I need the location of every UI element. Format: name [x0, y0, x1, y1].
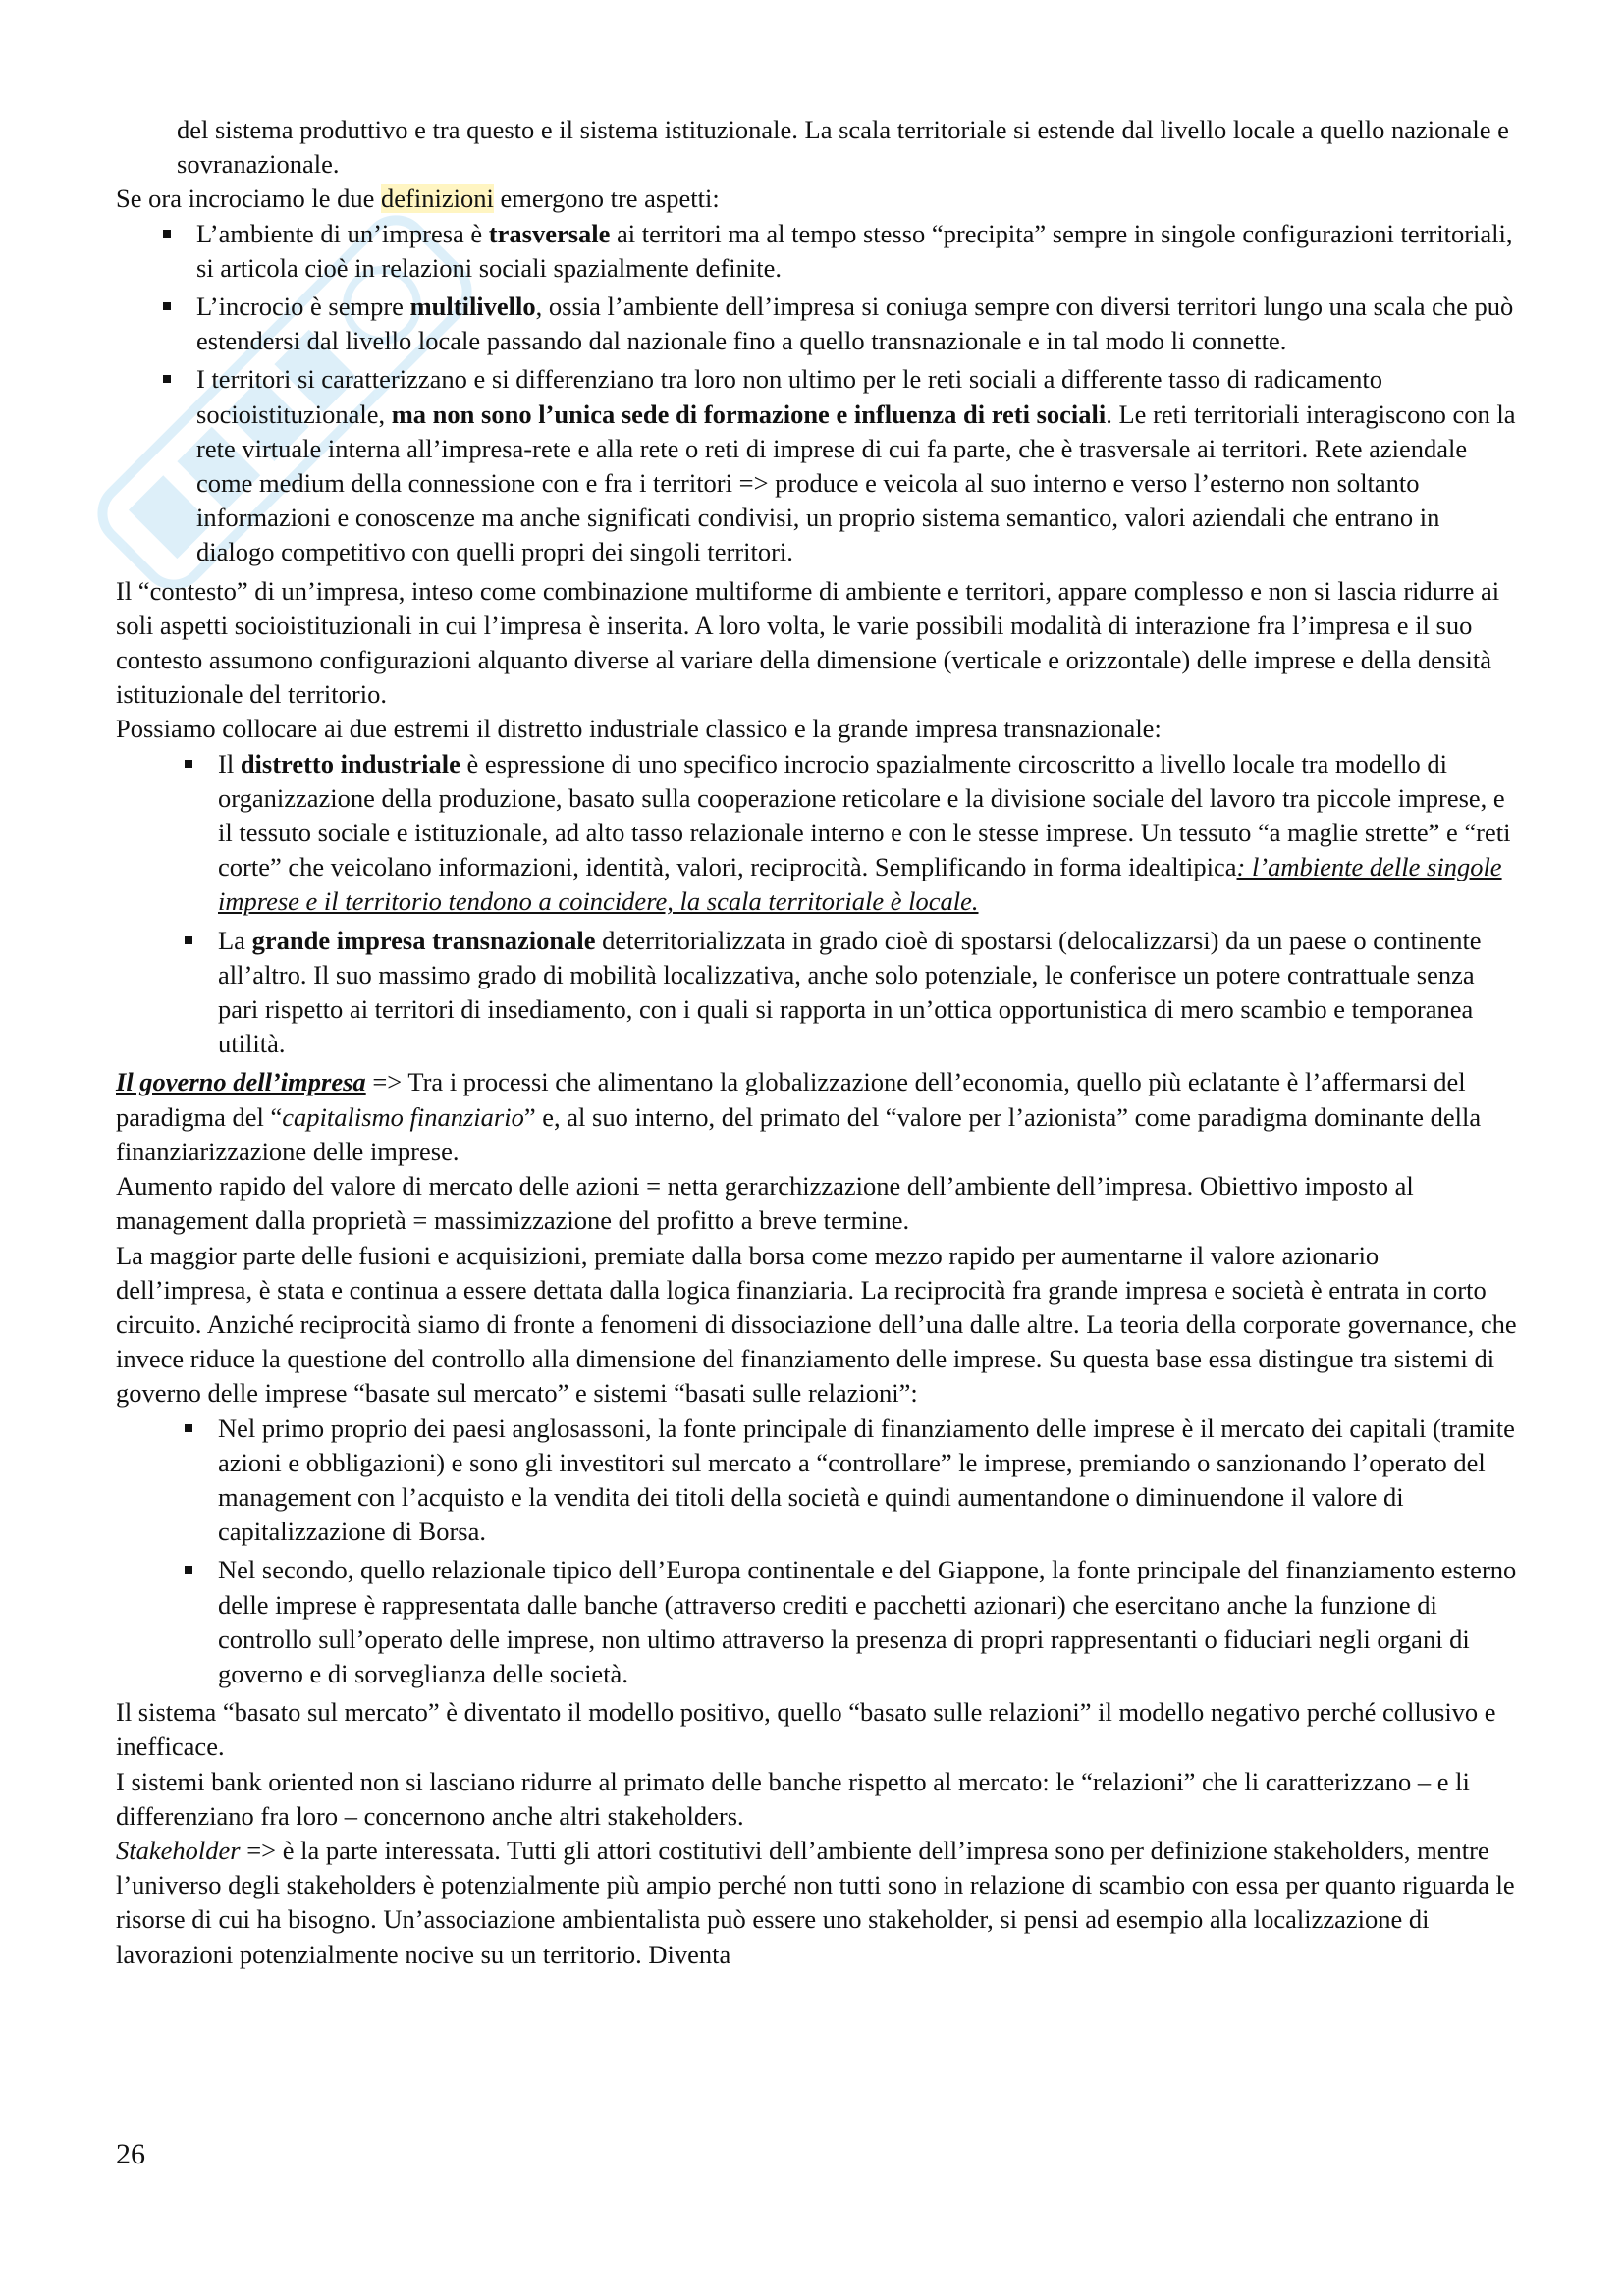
paragraph-stakeholder: Stakeholder => è la parte interessata. Tutti gli attori costitutivi dell’ambiente dell’impresa sono per definizione stakeholders, mentre l’universo degli stakeholders è potenzialmente più ampio perché non tutti sono in relazione di scambio con essa per quanto riguarda le risorse di cui ha bisogno. Un’associazione ambientalista può essere uno stakeholder, si pensi ad esempio alla localizzazione di lavorazioni potenzialmente nocive su un territorio. Diventa	[116, 1835, 1515, 1969]
section-heading: Il governo dell’impresa	[116, 1067, 366, 1097]
paragraph-estremi: Possiamo collocare ai due estremi il distretto industriale classico e la grande impresa transnazionale:	[116, 714, 1162, 744]
bold-term: ma non sono l’unica sede di formazione e influenza di reti sociali	[391, 399, 1107, 429]
bold-term: trasversale	[488, 218, 611, 248]
list-item: Nel primo proprio dei paesi anglosassoni, la fonte principale di finanziamento delle imprese è il mercato dei capitali (tramite azioni e obbligazioni) e sono gli investitori sul mercato a “controllare” le imprese, premiando o sanzionando l’operato del management con l’acquisto e la vendita dei titoli della società e quindi aumentandone o diminuendone il valore di capitalizzazione di Borsa.	[177, 1412, 1518, 1550]
paragraph-continuation: del sistema produttivo e tra questo e il sistema istituzionale. La scala territoriale si estende dal livello locale a quello nazionale e sovranazionale.	[177, 115, 1509, 180]
list-item: Nel secondo, quello relazionale tipico dell’Europa continentale e del Giappone, la fonte principale del finanziamento esterno delle imprese è rappresentata dalle banche (attraverso crediti e pacchetti azionari) che esercitano anche la funzione di controllo sull’operato delle imprese, non ultimo attraverso la presenza di propri rappresentanti o fiduciari negli organi di governo e di sorveglianza delle società.	[177, 1553, 1518, 1691]
text-span: emergono tre aspetti:	[493, 184, 720, 214]
list-item: Il distretto industriale è espressione di uno specifico incrocio spazialmente circoscritto a livello locale tra modello di organizzazione della produzione, basato sulla cooperazione reticolare e la divisione sociale del lavoro tra piccole imprese, e il tessuto sociale e istituzionale, ad alto tasso relazionale interno e con le stesse imprese. Un tessuto “a maglie strette” e “reti corte” che veicolano informazioni, identità, valori, reciprocità. Semplificando in forma idealtipica: l’ambiente delle singole imprese e il territorio tendono a coincidere, la scala territoriale è locale.	[177, 747, 1518, 920]
list-item: La grande impresa transnazionale deterritorializzata in grado cioè di spostarsi (delocalizzarsi) da un paese o continente all’altro. Il suo massimo grado di mobilità localizzativa, anche solo potenziale, le conferisce un potere contrattuale senza pari rispetto ai territori di insediamento, con i quali si rapporta in un’ottica opportunistica di mero scambio e temporanea utilità.	[177, 924, 1518, 1062]
paragraph-governo: Il governo dell’impresa => Tra i processi che alimentano la globalizzazione dell’economia, quello più eclatante è l’affermarsi del paradigma del “capitalismo finanziario” e, al suo interno, del primato del “valore per l’azionista” come paradigma dominante della finanziarizzazione delle imprese.	[116, 1067, 1482, 1166]
italic-term: Stakeholder	[116, 1835, 241, 1865]
list-item: L’ambiente di un’impresa è trasversale ai territori ma al tempo stesso “precipita” sempre in singole configurazioni territoriali, si articola cioè in relazioni sociali spazialmente definite.	[155, 217, 1518, 286]
paragraph-modello: Il sistema “basato sul mercato” è diventato il modello positivo, quello “basato sulle relazioni” il modello negativo perché collusivo e inefficace.	[116, 1697, 1496, 1762]
bold-term: multilivello	[409, 292, 536, 322]
paragraph-intro-aspects	[116, 182, 1518, 216]
bold-term: distretto industriale	[240, 748, 460, 778]
paragraph-aumento: Aumento rapido del valore di mercato delle azioni = netta gerarchizzazione dell’ambiente dell’impresa. Obiettivo imposto al management dalla proprietà = massimizzazione del profitto a breve termine.	[116, 1171, 1414, 1236]
paragraph-bank-oriented: I sistemi bank oriented non si lasciano ridurre al primato delle banche rispetto al mercato: le “relazioni” che li caratterizzano – e li differenziano fra loro – concernono anche altri stakeholders.	[116, 1766, 1470, 1831]
page-number: 26	[116, 2138, 145, 2170]
paragraph-fusioni: La maggior parte delle fusioni e acquisizioni, premiate dalla borsa come mezzo rapido per aumentarne il valore azionario dell’impresa, è stata e continua a essere dettata dalla logica finanziaria. La reciprocità fra grande impresa e società è entrata in corto circuito. Anziché reciprocità siamo di fronte a fenomeni di dissociazione dell’una dalle altre. La teoria della corporate governance, che invece riduce la questione del controllo alla dimensione del finanziamento delle imprese. Su questa base essa distingue tra sistemi di governo delle imprese “basate sul mercato” e sistemi “basati sulle relazioni”:	[116, 1240, 1517, 1409]
aspects-list	[116, 217, 1518, 570]
systems-list	[116, 1412, 1518, 1692]
underlined-italic-text: : l’ambiente delle singole imprese e il territorio tendono a coincidere, la scala territoriale è locale.	[218, 852, 1502, 917]
document-page	[116, 113, 1518, 1972]
paragraph-contesto: Il “contesto” di un’impresa, inteso come combinazione multiforme di ambiente e territori, appare complesso e non si lascia ridurre ai soli aspetti socioistituzionali in cui l’impresa è inserita. A loro volta, le varie possibili modalità di interazione fra l’impresa e il suo contesto assumono configurazioni alquanto diverse al variare della dimensione (verticale e orizzontale) delle imprese e della densità istituzionale del territorio.	[116, 575, 1500, 710]
text-span: Se ora incrociamo le due	[116, 184, 382, 214]
highlighted-text: definizioni	[381, 184, 494, 214]
list-item: L’incrocio è sempre multilivello, ossia l’ambiente dell’impresa si coniuga sempre con diversi territori lungo una scala che può estendersi dal livello locale passando dal nazionale fino a quello transnazionale e in tal modo li connette.	[155, 290, 1518, 358]
italic-term: capitalismo finanziario	[282, 1101, 524, 1132]
bold-term: grande impresa transnazionale	[251, 925, 596, 955]
list-item: I territori si caratterizzano e si differenziano tra loro non ultimo per le reti sociali a differente tasso di radicamento socioistituzionale, ma non sono l’unica sede di formazione e influenza di reti sociali. Le reti territoriali interagiscono con la rete virtuale interna all’impresa-rete e alla rete o reti di imprese di cui fa parte, che è trasversale ai territori. Rete aziendale come medium della connessione con e fra i territori => produce e veicola al suo interno e verso l’esterno non soltanto informazioni e conoscenze ma anche significati condivisi, un proprio sistema semantico, valori aziendali che entrano in dialogo competitivo con quelli propri dei singoli territori.	[155, 362, 1518, 569]
extremes-list	[116, 747, 1518, 1062]
